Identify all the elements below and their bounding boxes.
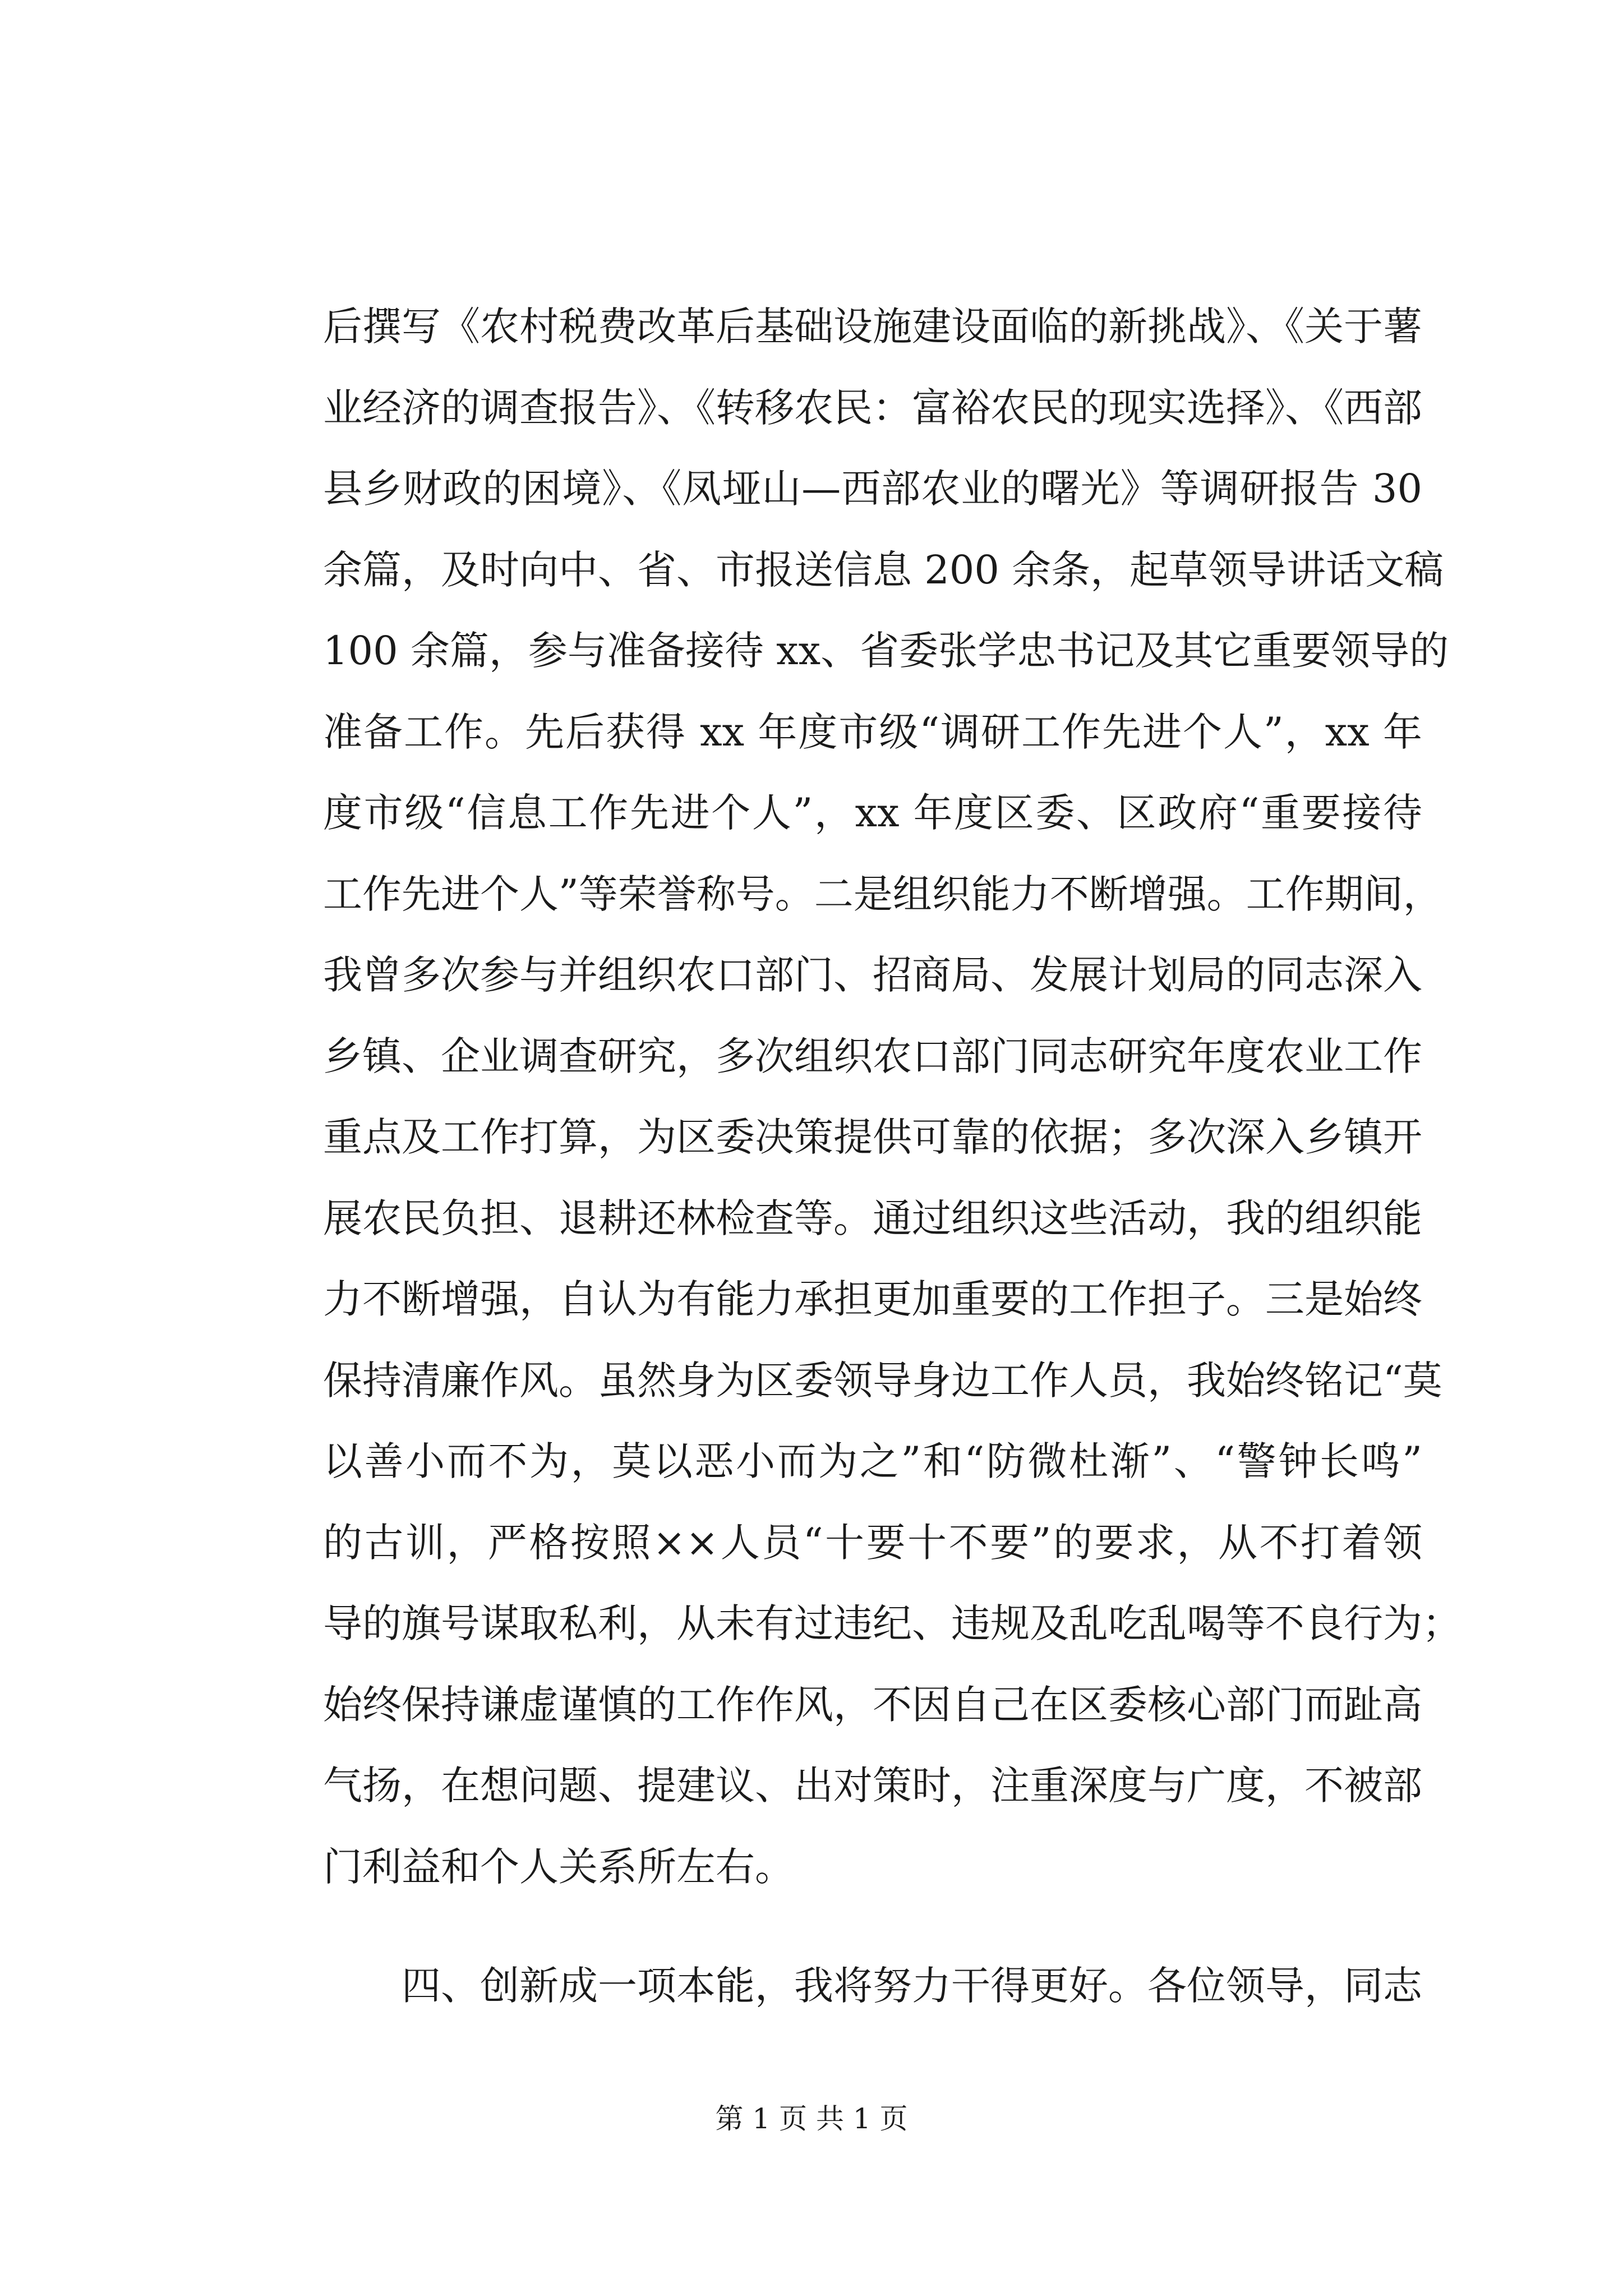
text-line: 后撰写《农村税费改革后基础设施建设面临的新挑战》、《关于薯 [323, 303, 1422, 349]
text-line: 乡镇、企业调查研究，多次组织农口部门同志研究年度农业工作 [323, 1033, 1422, 1079]
text-line: 力不断增强，自认为有能力承担更加重要的工作担子。三是始终 [323, 1276, 1422, 1322]
text-line: 导的旗号谋取私利，从未有过违纪、违规及乱吃乱喝等不良行为； [323, 1600, 1461, 1646]
text-line: 以善小而不为，莫以恶小而为之”和“防微杜渐”、“警钟长鸣” [323, 1438, 1422, 1484]
paragraph-1 [323, 286, 1461, 1907]
text-line: 业经济的调查报告》、《转移农民：富裕农民的现实选择》、《西部 [323, 384, 1422, 431]
text-line: 四、创新成一项本能，我将努力干得更好。各位领导，同志 [402, 1963, 1422, 2009]
text-line: 保持清廉作风。虽然身为区委领导身边工作人员，我始终铭记“莫 [323, 1357, 1442, 1404]
text-line: 度市级“信息工作先进个人”，xx 年度区委、区政府“重要接待 [323, 790, 1422, 836]
text-line: 展农民负担、退耕还林检查等。通过组织这些活动，我的组织能 [323, 1195, 1422, 1241]
text-line: 余篇，及时向中、省、市报送信息 200 余条，起草领导讲话文稿 [323, 546, 1444, 593]
paragraph-2 [323, 1945, 1422, 2027]
text-line: 100 余篇，参与准备接待 xx、省委张学忠书记及其它重要领导的 [323, 628, 1449, 674]
text-line: 准备工作。先后获得 xx 年度市级“调研工作先进个人”，xx 年 [323, 708, 1422, 755]
text-line: 始终保持谦虚谨慎的工作作风，不因自己在区委核心部门而趾高 [323, 1681, 1422, 1728]
text-line: 县乡财政的困境》、《凤垭山—西部农业的曙光》等调研报告 30 [323, 466, 1422, 512]
text-line: 工作先进个人”等荣誉称号。二是组织能力不断增强。工作期间， [323, 871, 1442, 917]
text-line: 气扬，在想问题、提建议、出对策时，注重深度与广度，不被部 [323, 1763, 1422, 1809]
text-line: 我曾多次参与并组织农口部门、招商局、发展计划局的同志深入 [323, 952, 1422, 998]
text-line: 门利益和个人关系所左右。 [323, 1843, 794, 1890]
page-number-label: 第 1 页 共 1 页 [715, 2102, 908, 2135]
text-line: 的古训，严格按照××人员“十要十不要”的要求，从不打着领 [323, 1519, 1422, 1566]
page-footer [0, 2099, 1623, 2138]
text-line: 重点及工作打算，为区委决策提供可靠的依据；多次深入乡镇开 [323, 1114, 1422, 1160]
